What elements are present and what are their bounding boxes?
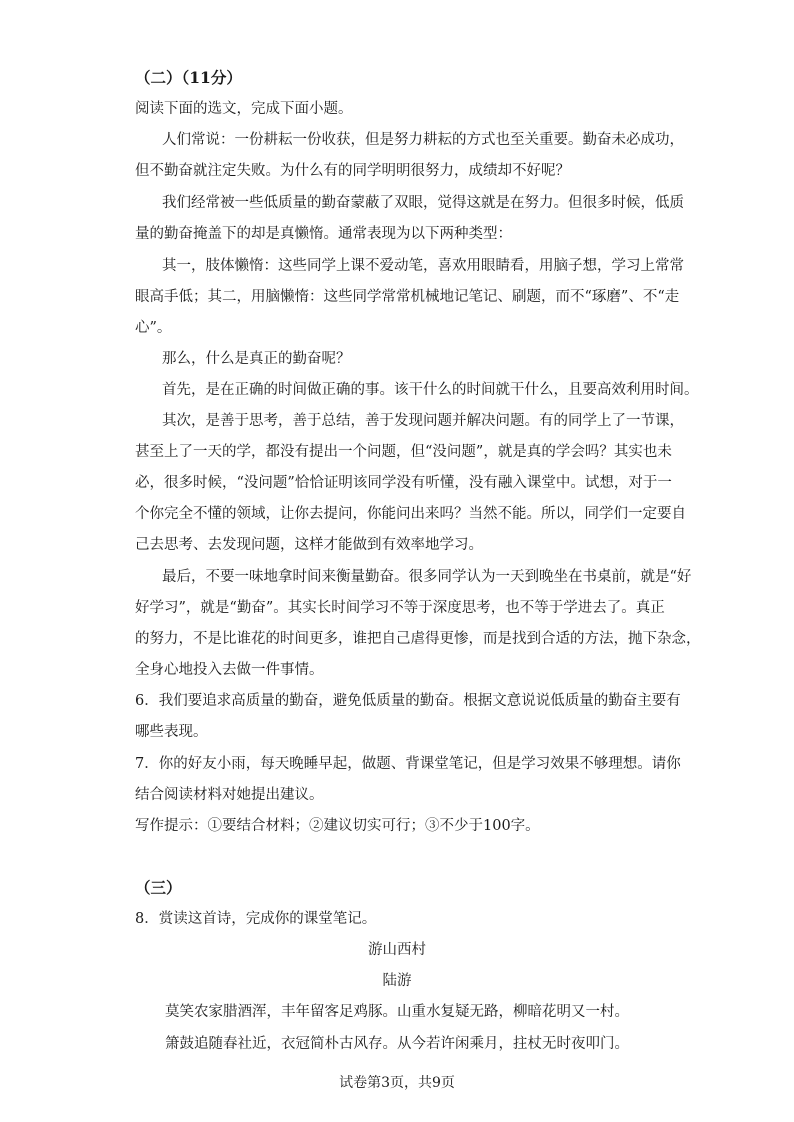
question-8: 8．赏读这首诗，完成你的课堂笔记。 xyxy=(135,911,377,927)
passage-p7-line3: 的努力，不是比谁花的时间更多，谁把自己虐得更惨，而是找到合适的方法，抛下杂念， xyxy=(135,631,701,647)
writing-hint: 写作提示：①要结合材料；②建议切实可行；③不少于100字。 xyxy=(135,818,540,834)
passage-p3-line3: 心”。 xyxy=(135,320,172,336)
passage-p3-line2: 眼高手低；其二，用脑懒惰：这些同学常常机械地记笔记、刷题，而不“琢磨”、不“走 xyxy=(135,289,680,305)
poem-line-1: 莫笑农家腊酒浑，丰年留客足鸡豚。山重水复疑无路，柳暗花明又一村。 xyxy=(165,1004,629,1020)
passage-p4: 那么，什么是真正的勤奋呢？ xyxy=(162,351,351,367)
passage-p3-line1: 其一，肢体懒惰：这些同学上课不爱动笔，喜欢用眼睛看，用脑子想，学习上常常 xyxy=(162,258,684,274)
page-footer: 试卷第3页，共9页 xyxy=(339,1075,455,1091)
passage-p7-line2: 好学习”，就是“勤奋”。其实长时间学习不等于深度思考，也不等于学进去了。真正 xyxy=(135,600,665,616)
passage-p7-line4: 全身心地投入去做一件事情。 xyxy=(135,662,324,678)
passage-p2-line1: 我们经常被一些低质量的勤奋蒙蔽了双眼，觉得这就是在努力。但很多时候，低质 xyxy=(162,195,684,211)
section-2-header: （二）（11分） xyxy=(135,68,242,87)
section-3-header: （三） xyxy=(135,878,182,897)
passage-p1-line2: 但不勤奋就注定失败。为什么有的同学明明很努力，成绩却不好呢？ xyxy=(135,163,570,179)
poem-line-2: 箫鼓追随春社近，衣冠简朴古风存。从今若许闲乘月，拄杖无时夜叩门。 xyxy=(165,1036,629,1052)
question-7-line1: 7．你的好友小雨，每天晚睡早起，做题、背课堂笔记，但是学习效果不够理想。请你 xyxy=(135,756,681,772)
poem-author: 陆游 xyxy=(382,973,412,989)
passage-p1-line1: 人们常说：一份耕耘一份收获，但是努力耕耘的方式也至关重要。勤奋未必成功， xyxy=(162,132,684,148)
passage-p6-line3: 必，很多时候，“没问题”恰恰证明该同学没有听懂，没有融入课堂中。试想，对于一 xyxy=(135,475,672,491)
passage-p6-line2: 甚至上了一天的学，都没有提出一个问题，但“没问题”，就是真的学会吗？其实也未 xyxy=(135,444,672,460)
passage-p2-line2: 量的勤奋掩盖下的却是真懒惰。通常表现为以下两种类型： xyxy=(135,226,512,242)
passage-p7-line1: 最后，不要一味地拿时间来衡量勤奋。很多同学认为一天到晚坐在书桌前，就是“好 xyxy=(162,569,692,585)
question-6-line2: 哪些表现。 xyxy=(135,724,208,740)
passage-p5: 首先，是在正确的时间做正确的事。该干什么的时间就干什么，且要高效利用时间。 xyxy=(162,382,699,398)
question-6-line1: 6．我们要追求高质量的勤奋，避免低质量的勤奋。根据文意说说低质量的勤奋主要有 xyxy=(135,693,681,709)
question-7-line2: 结合阅读材料对她提出建议。 xyxy=(135,787,324,803)
passage-p6-line1: 其次，是善于思考，善于总结，善于发现问题并解决问题。有的同学上了一节课， xyxy=(162,413,684,429)
passage-p6-line4: 个你完全不懂的领域，让你去提问，你能问出来吗？当然不能。所以，同学们一定要自 xyxy=(135,506,686,522)
passage-p6-line5: 己去思考、去发现问题，这样才能做到有效率地学习。 xyxy=(135,537,483,553)
poem-title: 游山西村 xyxy=(368,942,426,958)
reading-instruction: 阅读下面的选文，完成下面小题。 xyxy=(135,101,353,117)
